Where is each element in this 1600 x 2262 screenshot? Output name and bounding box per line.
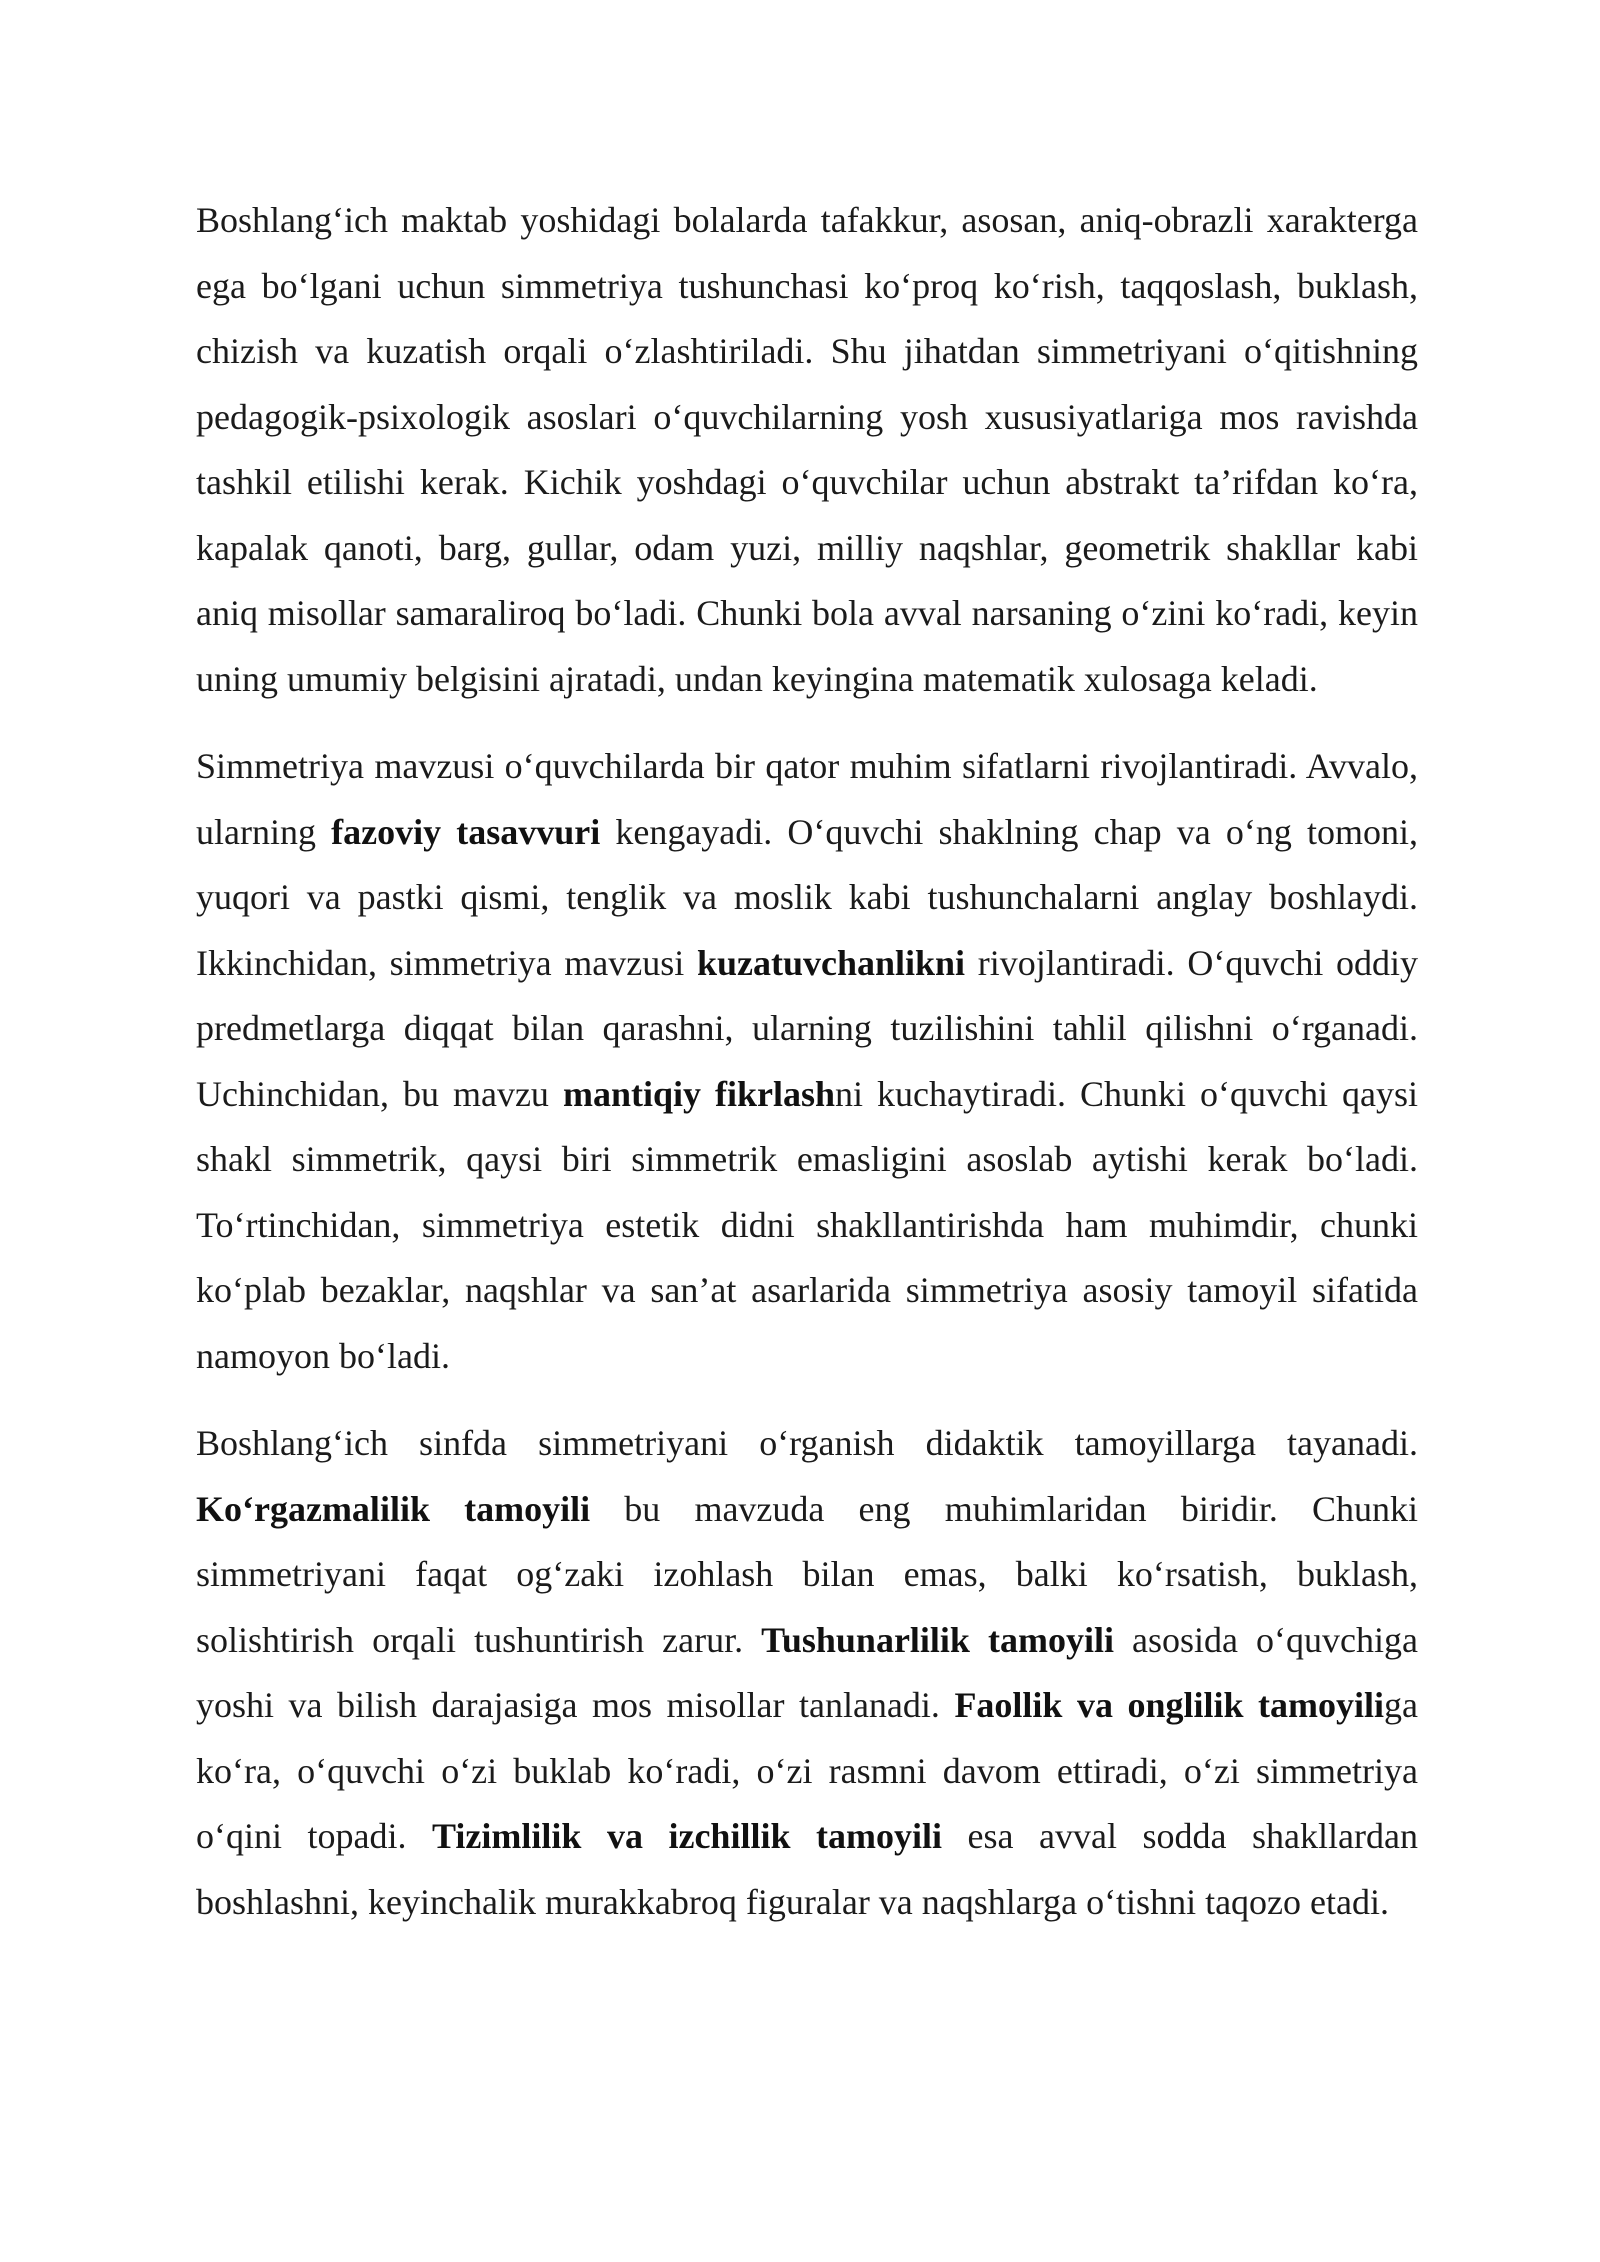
bold-term-logical-thinking: mantiqiy fikrlash — [562, 1073, 836, 1114]
bold-term-systematic-principle: Tizimlilik va izchillik tamoyili — [432, 1816, 942, 1856]
paragraph-text: asosida o‘quvchiga yoshi va bilish darajasiga mos misollar tanlanadi. — [196, 1619, 1418, 1725]
paragraph-text: Boshlang‘ich sinfda simmetriyani o‘rganish didaktik tamoyillarga tayanadi. — [196, 1423, 1418, 1463]
paragraph-text: bu mavzuda eng muhimlaridan biridir. Chunki simmetriyani faqat og‘zaki izohlash bilan emas, balki ko‘rsatish, buklash, solishtirish orqali tushuntirish zarur. — [196, 1488, 1418, 1660]
paragraph-text: ni kuchaytiradi. Chunki o‘quvchi qaysi shakl simmetrik, qaysi biri simmetrik emasligini asoslab aytishi kerak bo‘ladi. To‘rtinchidan, simmetriya estetik didni shakllantirishda ham muhimdir, chunki ko‘plab bezaklar, naqshlar va san’at asarlarida simmetriya asosiy tamoyil sifatida namoyon bo‘ladi. — [196, 1073, 1419, 1376]
paragraph-text: ga ko‘ra, o‘quvchi o‘zi buklab ko‘radi, o‘zi rasmni davom ettiradi, o‘zi simmetriya o‘qini topadi. — [196, 1685, 1419, 1856]
bold-term-activity-principle: Faollik va onglilik tamoyili — [954, 1685, 1385, 1725]
paragraph-didactic-principles — [196, 1411, 1418, 1935]
bold-term-visual-principle: Ko‘rgazmalilik tamoyili — [196, 1488, 591, 1529]
paragraph-text: rivojlantiradi. O‘quvchi oddiy predmetlarga diqqat bilan qarashni, ularning tuzilishini tahlil qilishni o‘rganadi. Uchinchidan, bu mavzu — [196, 942, 1418, 1114]
bold-term-spatial-imagination: fazoviy tasavvuri — [331, 811, 601, 852]
paragraph-qualities-developed — [196, 734, 1418, 1389]
bold-term-observation: kuzatuvchanlikni — [696, 942, 966, 983]
paragraph-text: esa avval sodda shakllardan boshlashni, keyinchalik murakkabroq figuralar va naqshlarga o‘tishni taqozo etadi. — [196, 1816, 1418, 1922]
paragraph-text: Simmetriya mavzusi o‘quvchilarda bir qator muhim sifatlarni rivojlantiradi. Avvalo, ularning — [196, 746, 1418, 852]
document-body — [196, 188, 1418, 1957]
paragraph-text: Boshlang‘ich maktab yoshidagi bolalarda tafakkur, asosan, aniq-obrazli xarakterga ega bo‘lgani uchun simmetriya tushunchasi ko‘proq ko‘rish, taqqoslash, buklash, chizish va kuzatish orqali o‘zlashtiriladi. Shu jihatdan simmetriyani o‘qitishning pedagogik-psixologik asoslari o‘quvchilarning yosh xususiyatlariga mos ravishda tashkil etilishi kerak. Kichik yoshdagi o‘quvchilar uchun abstrakt ta’rifdan ko‘ra, kapalak qanoti, barg, gullar, odam yuzi, milliy naqshlar, geometrik shakllar kabi aniq misollar samaraliroq bo‘ladi. Chunki bola avval narsaning o‘zini ko‘radi, keyin uning umumiy belgisini ajratadi, undan keyingina matematik xulosaga keladi. — [196, 200, 1418, 699]
paragraph-cognitive-features — [196, 188, 1418, 712]
bold-term-clarity-principle: Tushunarlilik tamoyili — [761, 1619, 1114, 1660]
paragraph-text: kengayadi. O‘quvchi shaklning chap va o‘ng tomoni, yuqori va pastki qismi, tenglik va moslik kabi tushunchalarni anglay boshlaydi. Ikkinchidan, simmetriya mavzusi — [196, 811, 1418, 983]
